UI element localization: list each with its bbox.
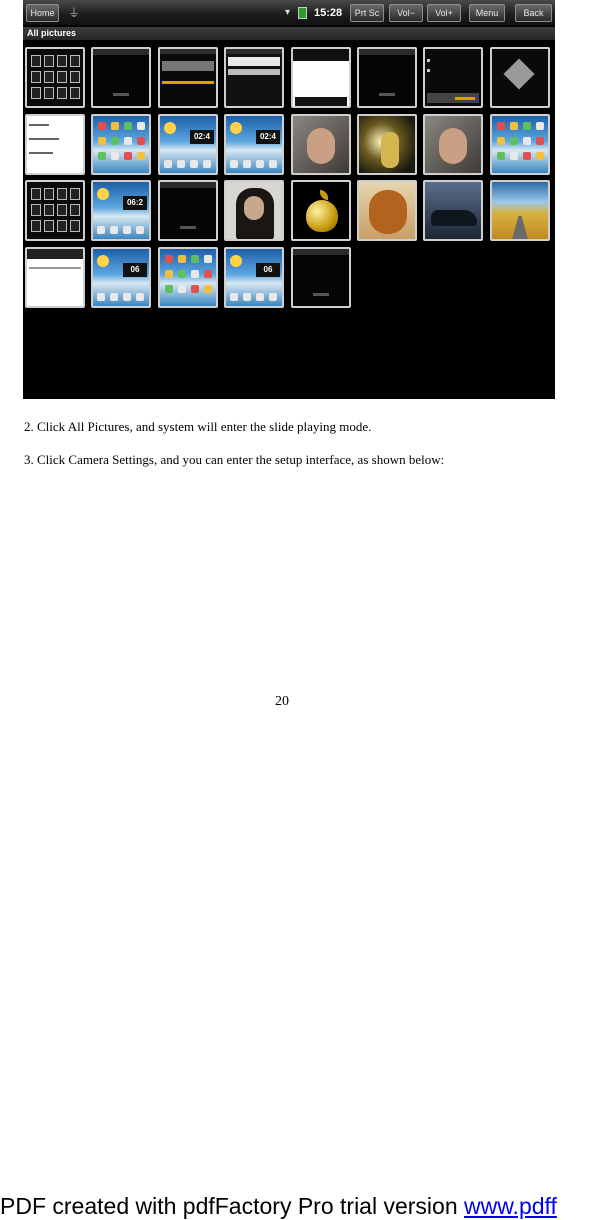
battery-icon [298,7,307,19]
thumbnail-home-screen-clock[interactable] [91,247,151,308]
clock-widget: 06 [256,263,280,277]
thumbnail-dog-photo[interactable] [357,180,417,241]
volume-down-button[interactable]: Vol− [389,4,423,22]
tablet-screenshot [23,0,555,399]
thumbnail-home-screen-clock[interactable] [224,114,284,175]
thumbnail-list-screenshot[interactable] [291,47,351,108]
thumbnail-home-screen-clock[interactable] [224,247,284,308]
clock-widget: 02:4 [190,130,214,144]
thumbnail-dark-screenshot[interactable] [357,47,417,108]
step-2-text: 2. Click All Pictures, and system will enter the slide playing mode. [24,419,372,434]
menu-button[interactable]: Menu [469,4,505,22]
status-clock: 15:28 [314,7,343,19]
thumbnail-face-photo[interactable] [423,114,483,175]
clock-widget: 06 [123,263,147,277]
footer-text: PDF created with pdfFactory Pro trial version [0,1193,464,1219]
print-screen-button[interactable]: Prt Sc [350,4,384,22]
thumbnail-home-screen[interactable] [490,114,550,175]
thumbnail-face-photo[interactable] [291,114,351,175]
footer-link[interactable]: www.pdff [464,1193,557,1219]
thumbnail-dialog-screenshot[interactable] [423,47,483,108]
usb-icon: ⏚ [68,6,81,20]
page-number: 20 [275,694,289,709]
wifi-icon: ▾ [285,7,291,18]
volume-up-button[interactable]: Vol+ [427,4,461,22]
thumbnail-yellow-bar-screenshot[interactable] [158,47,218,108]
thumbnail-yellow-figure-photo[interactable] [357,114,417,175]
thumbnail-settings-icon[interactable] [490,47,550,108]
thumbnail-dark-screenshot[interactable] [91,47,151,108]
thumbnail-home-screen[interactable] [158,247,218,308]
clock-widget: 02:4 [256,130,280,144]
thumbnail-home-screen-clock[interactable] [158,114,218,175]
step-3-text: 3. Click Camera Settings, and you can enter the setup interface, as shown below: [24,452,445,467]
thumbnail-dark-screenshot[interactable] [158,180,218,241]
album-title-bar [23,27,555,40]
status-bar [23,0,555,26]
album-title: All pictures [27,28,77,38]
back-button[interactable]: Back [515,4,552,22]
thumbnail-white-screenshot[interactable] [25,247,85,308]
thumbnail-settings-screenshot[interactable] [224,47,284,108]
home-button[interactable]: Home [26,4,59,22]
thumbnail-grid-screenshot[interactable] [25,180,85,241]
thumbnail-white-list-screenshot[interactable] [25,114,85,175]
thumbnail-dark-screenshot[interactable] [291,247,351,308]
thumbnail-car-photo[interactable] [423,180,483,241]
thumbnail-home-screen-clock[interactable] [91,180,151,241]
pdf-footer [0,1192,557,1220]
thumbnail-desert-road-photo[interactable] [490,180,550,241]
thumbnail-home-screen[interactable] [91,114,151,175]
thumbnail-gold-apple-logo[interactable] [291,180,351,241]
clock-widget: 06:2 [123,196,147,210]
thumbnail-portrait-photo[interactable] [224,180,284,241]
thumbnail-grid-screenshot[interactable] [25,47,85,108]
